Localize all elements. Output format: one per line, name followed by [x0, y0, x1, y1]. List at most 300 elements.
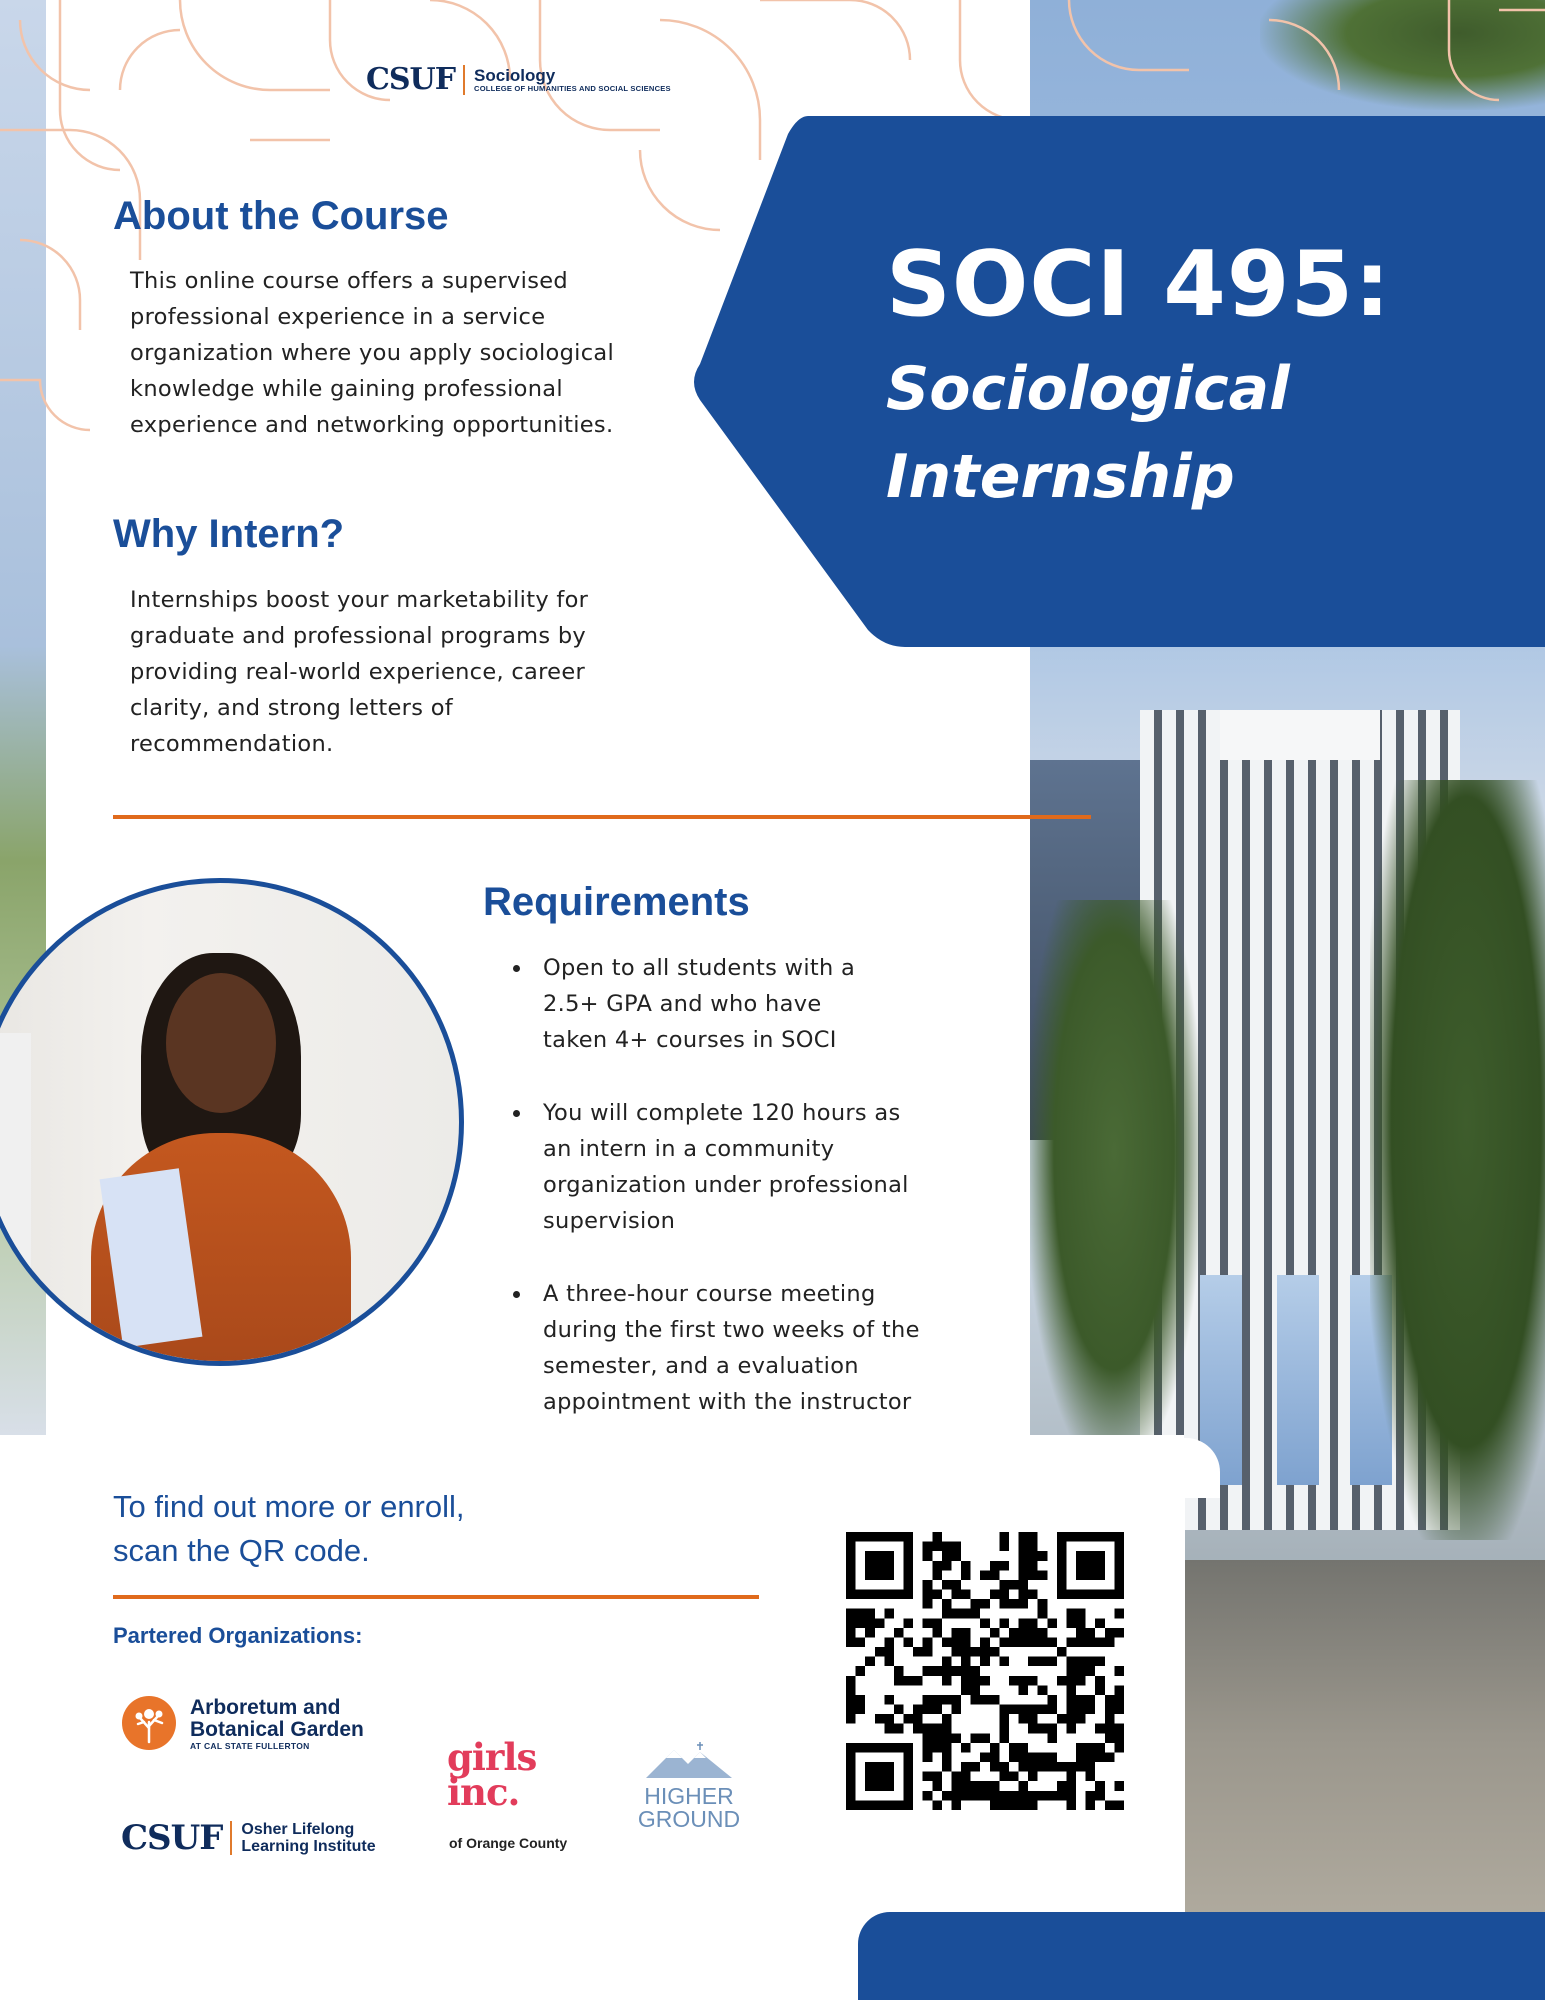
qr-module	[1114, 1609, 1124, 1619]
qr-module	[1076, 1762, 1086, 1772]
qr-module	[980, 1695, 990, 1705]
qr-module	[1028, 1724, 1038, 1734]
qr-module	[904, 1676, 914, 1686]
qr-module	[951, 1695, 961, 1705]
cta-divider	[113, 1595, 759, 1599]
qr-module	[1057, 1762, 1067, 1772]
qr-module	[894, 1676, 904, 1686]
qr-module	[1066, 1705, 1076, 1715]
qr-module	[999, 1590, 1009, 1600]
qr-module	[923, 1791, 933, 1801]
section-divider	[113, 815, 1091, 819]
qr-module	[1019, 1551, 1029, 1561]
qr-module	[1038, 1705, 1048, 1715]
qr-module	[932, 1733, 942, 1743]
qr-module	[1105, 1637, 1115, 1647]
qr-module	[980, 1657, 990, 1667]
qr-module	[1095, 1791, 1105, 1801]
text-line: Internships boost your marketability for	[130, 587, 589, 613]
qr-module	[1066, 1657, 1076, 1667]
qr-module	[1028, 1714, 1038, 1724]
requirement-item	[510, 950, 980, 1058]
girls-inc-region: of Orange County	[449, 1835, 568, 1851]
qr-module	[990, 1695, 1000, 1705]
qr-module	[1114, 1705, 1124, 1715]
text-line: during the first two weeks of the	[543, 1317, 920, 1343]
qr-module	[1038, 1685, 1048, 1695]
qr-module	[923, 1733, 933, 1743]
qr-module	[999, 1532, 1009, 1542]
qr-module	[884, 1637, 894, 1647]
qr-module	[1028, 1800, 1038, 1810]
qr-module	[846, 1685, 856, 1695]
qr-module	[1028, 1542, 1038, 1552]
qr-module	[1019, 1705, 1029, 1715]
qr-module	[961, 1637, 971, 1647]
qr-module	[1047, 1752, 1057, 1762]
qr-module	[1028, 1705, 1038, 1715]
qr-module	[913, 1724, 923, 1734]
qr-module	[1047, 1762, 1057, 1772]
qr-module	[990, 1781, 1000, 1791]
qr-module	[951, 1772, 961, 1782]
qr-module	[923, 1647, 933, 1657]
qr-module	[1047, 1705, 1057, 1715]
qr-module	[1009, 1752, 1019, 1762]
qr-module	[875, 1714, 885, 1724]
qr-module	[980, 1733, 990, 1743]
qr-module	[856, 1618, 866, 1628]
qr-module	[980, 1599, 990, 1609]
text-line: knowledge while gaining professional	[130, 376, 563, 402]
qr-module	[961, 1561, 971, 1571]
qr-module	[1066, 1637, 1076, 1647]
osher-institute-logo	[121, 1818, 376, 1858]
card-corner	[1150, 1438, 1220, 1498]
girls-inc-wordmark: girls	[447, 1735, 537, 1779]
text-line: appointment with the instructor	[543, 1389, 912, 1415]
qr-module	[1066, 1714, 1076, 1724]
qr-module	[1047, 1618, 1057, 1628]
qr-module	[1086, 1666, 1096, 1676]
qr-module	[1086, 1705, 1096, 1715]
qr-module	[980, 1676, 990, 1686]
text-line: organization where you apply sociological	[130, 340, 615, 366]
cta-line: To find out more or enroll,	[113, 1489, 465, 1524]
qr-module	[1086, 1637, 1096, 1647]
qr-module	[971, 1676, 981, 1686]
qr-module	[1038, 1570, 1048, 1580]
arboretum-logo	[190, 1697, 364, 1751]
qr-module	[999, 1714, 1009, 1724]
qr-module	[1114, 1666, 1124, 1676]
qr-module	[990, 1570, 1000, 1580]
qr-module	[1019, 1762, 1029, 1772]
qr-module	[1028, 1618, 1038, 1628]
qr-module	[932, 1590, 942, 1600]
qr-module	[1095, 1752, 1105, 1762]
qr-module	[961, 1781, 971, 1791]
building-roof	[1220, 710, 1380, 760]
qr-module	[951, 1628, 961, 1638]
qr-module	[999, 1657, 1009, 1667]
why-intern-text	[130, 582, 690, 762]
osher-name: Osher Lifelong	[241, 1821, 355, 1838]
text-line: 2.5+ GPA and who have	[543, 991, 822, 1017]
qr-module	[1086, 1752, 1096, 1762]
logo-divider	[230, 1821, 232, 1855]
qr-module	[1019, 1791, 1029, 1801]
qr-module	[951, 1580, 961, 1590]
qr-module	[932, 1628, 942, 1638]
qr-module	[1066, 1618, 1076, 1628]
qr-module	[884, 1714, 894, 1724]
qr-module	[1095, 1781, 1105, 1791]
qr-module	[1038, 1762, 1048, 1772]
qr-module	[913, 1676, 923, 1686]
csuf-wordmark: CSUF	[366, 62, 456, 97]
qr-module	[865, 1628, 875, 1638]
qr-module	[865, 1618, 875, 1628]
qr-module	[1047, 1733, 1057, 1743]
qr-module	[932, 1542, 942, 1552]
qr-module	[932, 1532, 942, 1542]
qr-module	[1076, 1637, 1086, 1647]
qr-module	[961, 1743, 971, 1753]
qr-finder	[865, 1551, 894, 1580]
qr-module	[961, 1628, 971, 1638]
qr-module	[990, 1752, 1000, 1762]
qr-module	[923, 1590, 933, 1600]
qr-module	[1076, 1752, 1086, 1762]
text-line: semester, and a evaluation	[543, 1353, 859, 1379]
qr-module	[846, 1705, 856, 1715]
qr-module	[1095, 1724, 1105, 1734]
department-name: Sociology	[474, 65, 556, 85]
qr-module	[990, 1561, 1000, 1571]
qr-module	[951, 1781, 961, 1791]
qr-module	[1086, 1791, 1096, 1801]
qr-module	[846, 1618, 856, 1628]
qr-module	[846, 1628, 856, 1638]
qr-module	[1009, 1676, 1019, 1686]
text-line: This online course offers a supervised	[130, 268, 568, 294]
qr-module	[1066, 1791, 1076, 1801]
text-line: You will complete 120 hours as	[543, 1100, 901, 1126]
qr-module	[971, 1695, 981, 1705]
qr-module	[1066, 1772, 1076, 1782]
course-name-line: Sociological	[886, 354, 1290, 424]
qr-module	[1009, 1772, 1019, 1782]
qr-module	[913, 1705, 923, 1715]
qr-module	[1028, 1676, 1038, 1686]
qr-module	[1057, 1676, 1067, 1686]
qr-module	[865, 1609, 875, 1619]
qr-module	[951, 1800, 961, 1810]
course-name	[886, 345, 1506, 521]
qr-module	[923, 1724, 933, 1734]
qr-module	[884, 1695, 894, 1705]
qr-module	[875, 1647, 885, 1657]
text-line: clarity, and strong letters of	[130, 695, 453, 721]
qr-module	[961, 1791, 971, 1801]
csuf-wordmark: CSUF	[121, 1818, 223, 1858]
qr-module	[961, 1685, 971, 1695]
qr-module	[1028, 1762, 1038, 1772]
qr-module	[1105, 1705, 1115, 1715]
qr-module	[884, 1657, 894, 1667]
qr-module	[999, 1580, 1009, 1590]
qr-module	[856, 1609, 866, 1619]
qr-module	[1019, 1637, 1029, 1647]
qr-module	[961, 1676, 971, 1686]
qr-module	[971, 1647, 981, 1657]
qr-module	[961, 1647, 971, 1657]
qr-module	[932, 1800, 942, 1810]
qr-module	[980, 1647, 990, 1657]
qr-module	[1019, 1685, 1029, 1695]
higher-ground-wordmark: GROUND	[637, 1806, 741, 1832]
qr-module	[884, 1609, 894, 1619]
qr-module	[999, 1733, 1009, 1743]
qr-module	[913, 1647, 923, 1657]
qr-module	[846, 1609, 856, 1619]
qr-module	[999, 1772, 1009, 1782]
qr-module	[923, 1542, 933, 1552]
qr-module	[932, 1695, 942, 1705]
text-line: recommendation.	[130, 731, 334, 757]
qr-module	[884, 1724, 894, 1734]
college-name: COLLEGE OF HUMANITIES AND SOCIAL SCIENCES	[474, 83, 671, 93]
qr-module	[971, 1791, 981, 1801]
higher-ground-wordmark: HIGHER	[644, 1783, 734, 1809]
requirements-heading: Requirements	[483, 880, 750, 924]
qr-module	[932, 1666, 942, 1676]
background-people	[0, 1033, 31, 1333]
qr-finder	[1076, 1551, 1105, 1580]
higher-ground-logo	[630, 1785, 748, 1831]
qr-module	[961, 1772, 971, 1782]
qr-module	[1114, 1733, 1124, 1743]
qr-module	[1114, 1743, 1124, 1753]
qr-module	[971, 1685, 981, 1695]
qr-module	[1009, 1628, 1019, 1638]
qr-module	[1009, 1705, 1019, 1715]
tree-icon-drawing	[122, 1696, 176, 1750]
qr-module	[951, 1647, 961, 1657]
qr-module	[1038, 1628, 1048, 1638]
qr-module	[1066, 1609, 1076, 1619]
logo-divider	[463, 65, 465, 95]
qr-module	[1105, 1695, 1115, 1705]
qr-module	[1076, 1676, 1086, 1686]
qr-module	[923, 1580, 933, 1590]
qr-module	[999, 1599, 1009, 1609]
qr-module	[904, 1618, 914, 1628]
qr-module	[1047, 1724, 1057, 1734]
about-text	[130, 263, 690, 443]
qr-module	[999, 1637, 1009, 1647]
qr-module	[846, 1676, 856, 1686]
qr-module	[951, 1733, 961, 1743]
qr-module	[904, 1637, 914, 1647]
qr-module	[1038, 1637, 1048, 1647]
qr-module	[932, 1772, 942, 1782]
qr-code-icon[interactable]	[846, 1532, 1124, 1810]
qr-module	[1047, 1791, 1057, 1801]
requirement-item	[510, 1095, 980, 1239]
qr-module	[942, 1676, 952, 1686]
qr-module	[1095, 1685, 1105, 1695]
qr-module	[1028, 1752, 1038, 1762]
qr-module	[999, 1542, 1009, 1552]
qr-module	[999, 1762, 1009, 1772]
qr-module	[1066, 1781, 1076, 1791]
qr-module	[1105, 1733, 1115, 1743]
text-line: providing real-world experience, career	[130, 659, 586, 685]
qr-module	[1047, 1637, 1057, 1647]
qr-module	[999, 1618, 1009, 1628]
requirements-list	[510, 950, 980, 1457]
qr-module	[951, 1637, 961, 1647]
qr-module	[1114, 1781, 1124, 1791]
qr-module	[1019, 1800, 1029, 1810]
qr-module	[990, 1762, 1000, 1772]
arboretum-subtitle: AT CAL STATE FULLERTON	[190, 1741, 310, 1751]
student-face	[166, 973, 276, 1113]
qr-module	[951, 1666, 961, 1676]
qr-module	[846, 1637, 856, 1647]
qr-module	[1076, 1743, 1086, 1753]
qr-module	[1076, 1618, 1086, 1628]
qr-module	[1057, 1714, 1067, 1724]
qr-module	[1038, 1657, 1048, 1667]
qr-module	[1114, 1800, 1124, 1810]
qr-module	[1028, 1637, 1038, 1647]
text-line: experience and networking opportunities.	[130, 412, 614, 438]
qr-module	[942, 1791, 952, 1801]
qr-module	[923, 1772, 933, 1782]
qr-module	[923, 1618, 933, 1628]
about-heading: About the Course	[113, 194, 449, 238]
qr-module	[942, 1551, 952, 1561]
qr-module	[942, 1724, 952, 1734]
qr-module	[932, 1781, 942, 1791]
qr-module	[980, 1752, 990, 1762]
qr-module	[904, 1714, 914, 1724]
qr-module	[1105, 1628, 1115, 1638]
qr-module	[1047, 1657, 1057, 1667]
qr-module	[1019, 1561, 1029, 1571]
qr-module	[999, 1724, 1009, 1734]
text-line: supervision	[543, 1208, 676, 1234]
qr-module	[1057, 1791, 1067, 1801]
qr-module	[942, 1695, 952, 1705]
qr-module	[1114, 1685, 1124, 1695]
qr-module	[932, 1743, 942, 1753]
qr-module	[942, 1599, 952, 1609]
text-line: organization under professional	[543, 1172, 909, 1198]
qr-module	[1019, 1618, 1029, 1628]
arboretum-name: Arboretum and	[190, 1696, 341, 1719]
qr-module	[961, 1590, 971, 1600]
qr-module	[942, 1733, 952, 1743]
qr-module	[942, 1743, 952, 1753]
qr-module	[942, 1609, 952, 1619]
qr-module	[980, 1781, 990, 1791]
qr-module	[1009, 1791, 1019, 1801]
qr-module	[999, 1705, 1009, 1715]
qr-module	[942, 1714, 952, 1724]
qr-module	[990, 1628, 1000, 1638]
qr-module	[1028, 1657, 1038, 1667]
tree-right	[1370, 780, 1545, 1540]
qr-module	[1076, 1657, 1086, 1667]
girls-inc-logo	[447, 1735, 537, 1814]
qr-module	[1105, 1724, 1115, 1734]
qr-module	[999, 1800, 1009, 1810]
qr-module	[1086, 1743, 1096, 1753]
qr-module	[1114, 1628, 1124, 1638]
qr-module	[961, 1666, 971, 1676]
qr-module	[894, 1628, 904, 1638]
qr-module	[932, 1705, 942, 1715]
qr-module	[1019, 1599, 1029, 1609]
qr-module	[846, 1695, 856, 1705]
qr-module	[923, 1695, 933, 1705]
qr-module	[1028, 1532, 1038, 1542]
qr-module	[990, 1647, 1000, 1657]
qr-module	[1076, 1695, 1086, 1705]
qr-module	[942, 1637, 952, 1647]
qr-module	[1076, 1628, 1086, 1638]
qr-module	[923, 1743, 933, 1753]
arboretum-name: Botanical Garden	[190, 1718, 364, 1741]
qr-module	[865, 1657, 875, 1667]
qr-module	[1038, 1609, 1048, 1619]
qr-module	[1066, 1762, 1076, 1772]
qr-module	[1095, 1743, 1105, 1753]
qr-module	[971, 1733, 981, 1743]
qr-module	[1009, 1580, 1019, 1590]
qr-module	[932, 1724, 942, 1734]
qr-module	[1009, 1599, 1019, 1609]
qr-module	[875, 1618, 885, 1628]
text-line: A three-hour course meeting	[543, 1281, 876, 1307]
qr-module	[980, 1637, 990, 1647]
qr-module	[1038, 1599, 1048, 1609]
qr-module	[942, 1762, 952, 1772]
qr-module	[846, 1714, 856, 1724]
qr-module	[1047, 1695, 1057, 1705]
qr-module	[856, 1705, 866, 1715]
qr-module	[1038, 1724, 1048, 1734]
qr-module	[1114, 1724, 1124, 1734]
csuf-sociology-logo	[366, 62, 671, 97]
qr-module	[1066, 1724, 1076, 1734]
qr-module	[1066, 1695, 1076, 1705]
qr-module	[990, 1800, 1000, 1810]
qr-module	[1076, 1666, 1086, 1676]
qr-module	[961, 1570, 971, 1580]
qr-module	[923, 1637, 933, 1647]
qr-module	[1105, 1714, 1115, 1724]
qr-module	[932, 1561, 942, 1571]
qr-module	[894, 1666, 904, 1676]
cta-line: scan the QR code.	[113, 1533, 370, 1568]
qr-module	[980, 1570, 990, 1580]
qr-module	[856, 1637, 866, 1647]
